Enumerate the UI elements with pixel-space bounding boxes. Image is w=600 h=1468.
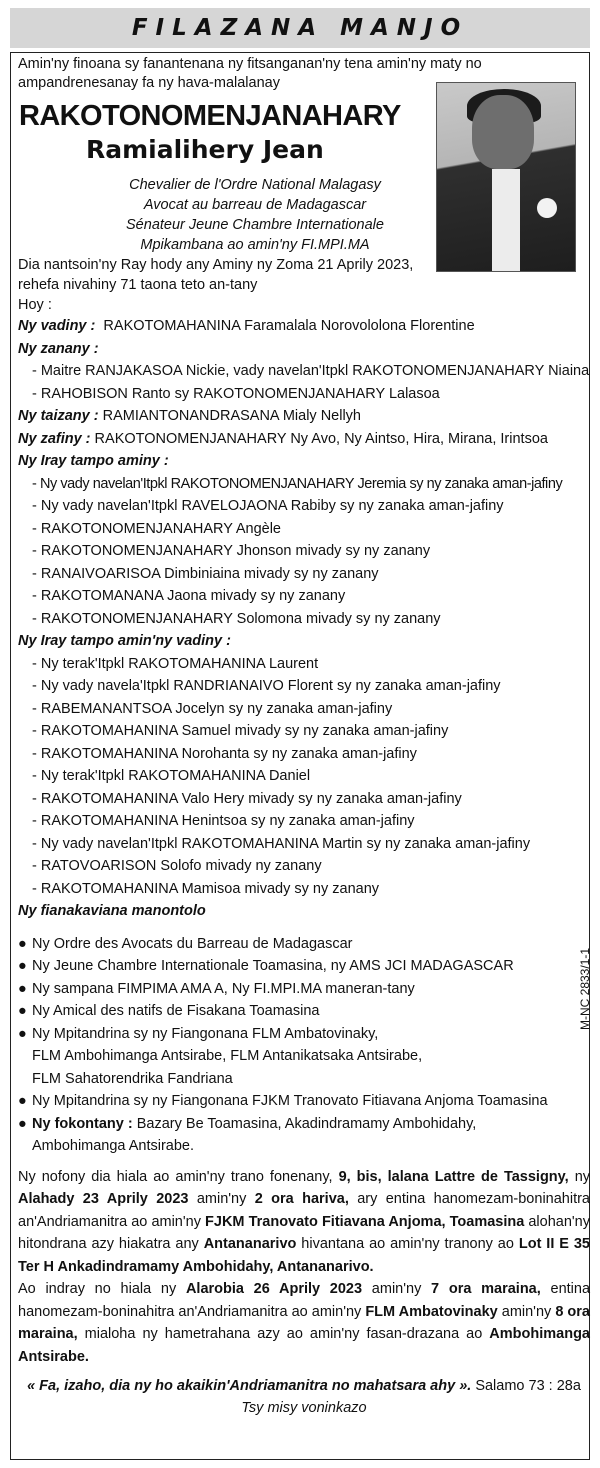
bullet-icon: ● <box>18 980 27 997</box>
organisation-item <box>18 1090 593 1113</box>
spouse-siblings-label: Ny Iray tampo amin'ny vadiny : <box>18 633 231 649</box>
intro-text: Amin'ny finoana sy fanantenana ny fitsanganan'ny tena amin'ny maty no ampandrenesanay fa ny hava-malalanay <box>18 56 482 91</box>
organisation-text <box>32 1023 593 1091</box>
deceased-titles <box>90 175 420 255</box>
funeral-text: amin'ny <box>362 1281 432 1297</box>
funeral-paragraph-1 <box>18 1166 590 1279</box>
organisation-item <box>18 978 593 1001</box>
list-item: - RAKOTOMAHANINA Norohanta sy ny zanaka aman-jafiny <box>32 745 417 762</box>
fokontany-label: Ny fokontany : <box>32 1115 133 1132</box>
list-item: - Ny terak'Itpkl RAKOTOMAHANINA Daniel <box>32 768 311 784</box>
funeral-address: 9, bis, lalana Lattre de Tassigny, <box>338 1168 569 1185</box>
list-item: - RAKOTONOMENJANAHARY Angèle <box>32 520 281 537</box>
list-item: - RAHOBISON Ranto sy RAKOTONOMENJANAHARY Lalasoa <box>32 385 440 402</box>
list-item: - Ny vady navelan'Itpkl RAVELOJAONA Rabiby sy ny zanaka aman-jafiny <box>32 498 504 514</box>
organisation-item <box>18 1113 593 1158</box>
organisation-line: Ny Mpitandrina sy ny Fiangonana FLM Ambatovinaky, <box>32 1025 379 1042</box>
organisation-line: Ambohimanga Antsirabe. <box>32 1138 195 1154</box>
list-item: - RAKOTOMANANA Jaona mivady sy ny zanany <box>32 588 346 604</box>
funeral-date: Alahady 23 Aprily 2023 <box>18 1191 189 1207</box>
spouse-value: RAKOTOMAHANINA Faramalala Norovololona Florentine <box>103 318 475 334</box>
funeral-text: Ny nofony dia hiala ao amin'ny trano fonenany, <box>18 1168 339 1185</box>
title-line: Chevalier de l'Ordre National Malagasy <box>129 177 381 193</box>
ad-reference-code: M-NC 2833/1-1 <box>578 947 592 1030</box>
organisation-text: Ny Mpitandrina sy ny Fiangonana FJKM Tranovato Fitiavana Anjoma Toamasina <box>32 1093 548 1109</box>
title-line: Avocat au barreau de Madagascar <box>143 197 367 213</box>
deceased-surname: RAKOTONOMENJANAHARY <box>19 100 401 132</box>
siblings-label: Ny Iray tampo aminy : <box>18 453 169 469</box>
foster-label: Ny taizany : <box>18 408 99 424</box>
funeral-place: Ambohimanga Antsirabe. <box>18 1326 590 1365</box>
notice-body <box>18 55 593 1419</box>
list-item: - RABEMANANTSOA Jocelyn sy ny zanaka aman-jafiny <box>32 700 393 717</box>
organisation-text: Ny Amical des natifs de Fisakana Toamasina <box>32 1003 320 1019</box>
list-item: - Ny vady navelan'Itpkl RAKOTOMAHANINA Martin sy ny zanaka aman-jafiny <box>32 835 531 852</box>
list-item: - RAKOTOMAHANINA Samuel mivady sy ny zanaka aman-jafiny <box>32 723 449 739</box>
grandchildren-value: RAKOTONOMENJANAHARY Ny Avo, Ny Aintso, Hira, Mirana, Irintsoa <box>94 430 548 447</box>
grandchildren-label: Ny zafiny : <box>18 430 91 447</box>
bullet-icon: ● <box>18 1025 27 1042</box>
organisation-item <box>18 933 593 956</box>
list-item: - RANAIVOARISOA Dimbiniaina mivady sy ny zanany <box>32 565 379 582</box>
title-line: Sénateur Jeune Chambre Internationale <box>126 217 384 233</box>
bullet-icon: ● <box>18 935 27 952</box>
organisation-item <box>18 955 593 978</box>
list-item: - Ny terak'Itpkl RAKOTOMAHANINA Laurent <box>32 655 319 672</box>
organisation-line: FLM Ambohimanga Antsirabe, FLM Antanikatsaka Antsirabe, <box>32 1048 423 1064</box>
whole-family-label: Ny fianakaviana manontolo <box>18 903 206 919</box>
grandchildren-row <box>18 428 593 451</box>
organisation-text: Ny sampana FIMPIMA AMA A, Ny FI.MPI.MA maneran-tany <box>32 980 415 997</box>
foster-row <box>18 405 593 428</box>
deceased-given-name: Ramialihery Jean <box>86 135 324 164</box>
list-item: - Ny vady navela'Itpkl RANDRIANAIVO Florent sy ny zanaka aman-jafiny <box>32 678 501 694</box>
funeral-text: mialoha ny hametrahana azy ao amin'ny fasan-drazana ao <box>77 1326 490 1342</box>
organisation-text: Ny Ordre des Avocats du Barreau de Madagascar <box>32 935 353 952</box>
list-item: - RATOVOARISON Solofo mivady ny zanany <box>32 858 322 874</box>
organisation-item <box>18 1000 593 1023</box>
death-date-line: Dia nantsoin'ny Ray hody any Aminy ny Zoma 21 Aprily 2023, <box>18 257 414 273</box>
funeral-address: Lot II E 35 Ter H Ankadindramamy Ambohidahy, Antananarivo. <box>18 1236 590 1275</box>
quote-reference: Salamo 73 : 28a <box>471 1378 581 1394</box>
funeral-church: FJKM Tranovato Fitiavana Anjoma, Toamasina <box>205 1213 525 1230</box>
foster-value: RAMIANTONANDRASANA Mialy Nellyh <box>102 408 361 424</box>
funeral-text: amin'ny <box>497 1303 556 1320</box>
funeral-city: Antananarivo <box>203 1236 297 1252</box>
bullet-icon: ● <box>18 1003 27 1019</box>
funeral-text: Ao indray no hiala ny <box>18 1281 186 1297</box>
children-label: Ny zanany : <box>18 340 99 357</box>
organisation-line: Bazary Be Toamasina, Akadindramamy Ambohidahy, <box>136 1115 477 1132</box>
funeral-text: hivantana ao amin'ny tranony ao <box>296 1236 519 1252</box>
funeral-paragraph-2 <box>18 1278 590 1368</box>
organisation-line: FLM Sahatorendrika Fandriana <box>32 1070 233 1087</box>
funeral-time: 8 ora maraina, <box>18 1303 590 1342</box>
bullet-icon: ● <box>18 1093 27 1109</box>
bullet-icon: ● <box>18 1115 27 1132</box>
spouse-label: Ny vadiny : <box>18 318 96 334</box>
funeral-time: 2 ora hariva, <box>254 1191 349 1207</box>
list-item: - Ny vady navelan'Itpkl RAKOTONOMENJANAHARY Jeremia sy ny zanaka aman-jafiny <box>32 475 563 492</box>
list-item: - RAKOTONOMENJANAHARY Jhonson mivady sy ny zanany <box>32 543 431 559</box>
quote-text: « Fa, izaho, dia ny ho akaikin'Andriamanitra no mahatsara ahy ». <box>27 1378 472 1394</box>
funeral-church: FLM Ambatovinaky <box>365 1303 498 1320</box>
no-flowers-note: Tsy misy voninkazo <box>241 1400 367 1416</box>
organisation-text <box>32 1113 593 1158</box>
list-item: - RAKOTOMAHANINA Valo Hery mivady sy ny zanaka aman-jafiny <box>32 790 462 807</box>
list-item: - RAKOTOMAHANINA Henintsoa sy ny zanaka aman-jafiny <box>32 813 415 829</box>
organisation-item <box>18 1023 593 1091</box>
funeral-text: entina hanomezam-boninahitra an'Andriamanitra ao amin'ny <box>18 1281 591 1320</box>
spouse-row <box>18 315 593 338</box>
list-item: - RAKOTONOMENJANAHARY Solomona mivady sy ny zanany <box>32 610 441 627</box>
list-item: - RAKOTOMAHANINA Mamisoa mivady sy ny zanany <box>32 880 380 897</box>
organisation-text: Ny Jeune Chambre Internationale Toamasina, ny AMS JCI MADAGASCAR <box>32 958 514 974</box>
title-line: Mpikambana ao amin'ny FI.MPI.MA <box>140 237 370 253</box>
hoy-label: Hoy : <box>18 297 52 313</box>
list-item: - Maitre RANJAKASOA Nickie, vady navelan'Itpkl RAKOTONOMENJANAHARY Niaina <box>32 363 590 379</box>
funeral-date: Alarobia 26 Aprily 2023 <box>185 1281 363 1297</box>
funeral-text: alohan'ny hitondrana azy hiakatra any <box>18 1213 590 1252</box>
funeral-text: ny <box>568 1168 591 1185</box>
bible-quote <box>18 1375 590 1397</box>
bullet-icon: ● <box>18 958 27 974</box>
age-line: rehefa nivahiny 71 taona teto an-tany <box>18 277 258 293</box>
notice-header: FILAZANA MANJO <box>10 8 590 48</box>
funeral-text: amin'ny <box>188 1191 255 1207</box>
funeral-time: 7 ora maraina, <box>431 1281 541 1297</box>
funeral-text: ary entina hanomezam-boninahitra an'Andriamanitra ao amin'ny <box>18 1191 590 1230</box>
